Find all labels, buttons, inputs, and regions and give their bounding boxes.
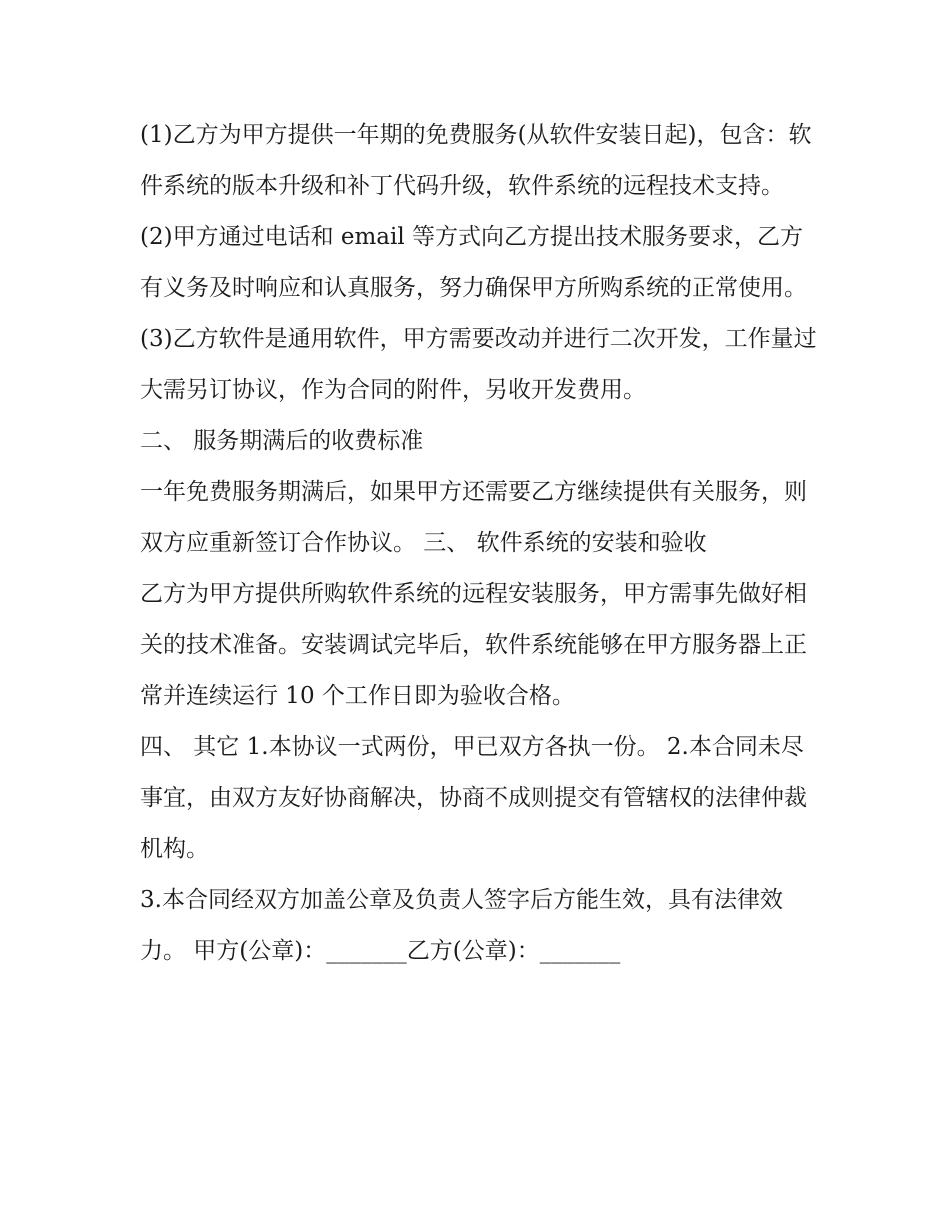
document-body [140, 110, 820, 977]
paragraph-installation-acceptance: 乙方为甲方提供所购软件系统的远程安装服务，甲方需事先做好相关的技术准备。安装调试完毕后，软件系统能够在甲方服务器上正常并连续运行 10 个工作日即为验收合格。 [140, 581, 807, 709]
paragraph-renewal-and-install-heading: 一年免费服务期满后，如果甲方还需要乙方继续提供有关服务，则双方应重新签订合作协议。 三、 软件系统的安装和验收 [140, 479, 807, 556]
section-heading-fee-standard: 二、 服务期满后的收费标准 [140, 428, 424, 454]
paragraph-effectiveness-signatures: 3.本合同经双方加盖公章及负责人签字后方能生效，具有法律效力。 甲方(公章)：_______乙方(公章)：_______ [140, 887, 783, 964]
paragraph-secondary-development: (3)乙方软件是通用软件，甲方需要改动并进行二次开发，工作量过大需另订协议，作为合同的附件，另收开发费用。 [140, 326, 817, 403]
paragraph-other-terms: 四、 其它 1.本协议一式两份，甲已双方各执一份。 2.本合同未尽事宜，由双方友好协商解决，协商不成则提交有管辖权的法律仲裁机构。 [140, 734, 807, 862]
paragraph-service-request: (2)甲方通过电话和 email 等方式向乙方提出技术服务要求，乙方有义务及时响应和认真服务，努力确保甲方所购系统的正常使用。 [140, 224, 807, 301]
paragraph-service-free-year: (1)乙方为甲方提供一年期的免费服务(从软件安装日起)，包含：软件系统的版本升级和补丁代码升级，软件系统的远程技术支持。 [140, 122, 812, 199]
